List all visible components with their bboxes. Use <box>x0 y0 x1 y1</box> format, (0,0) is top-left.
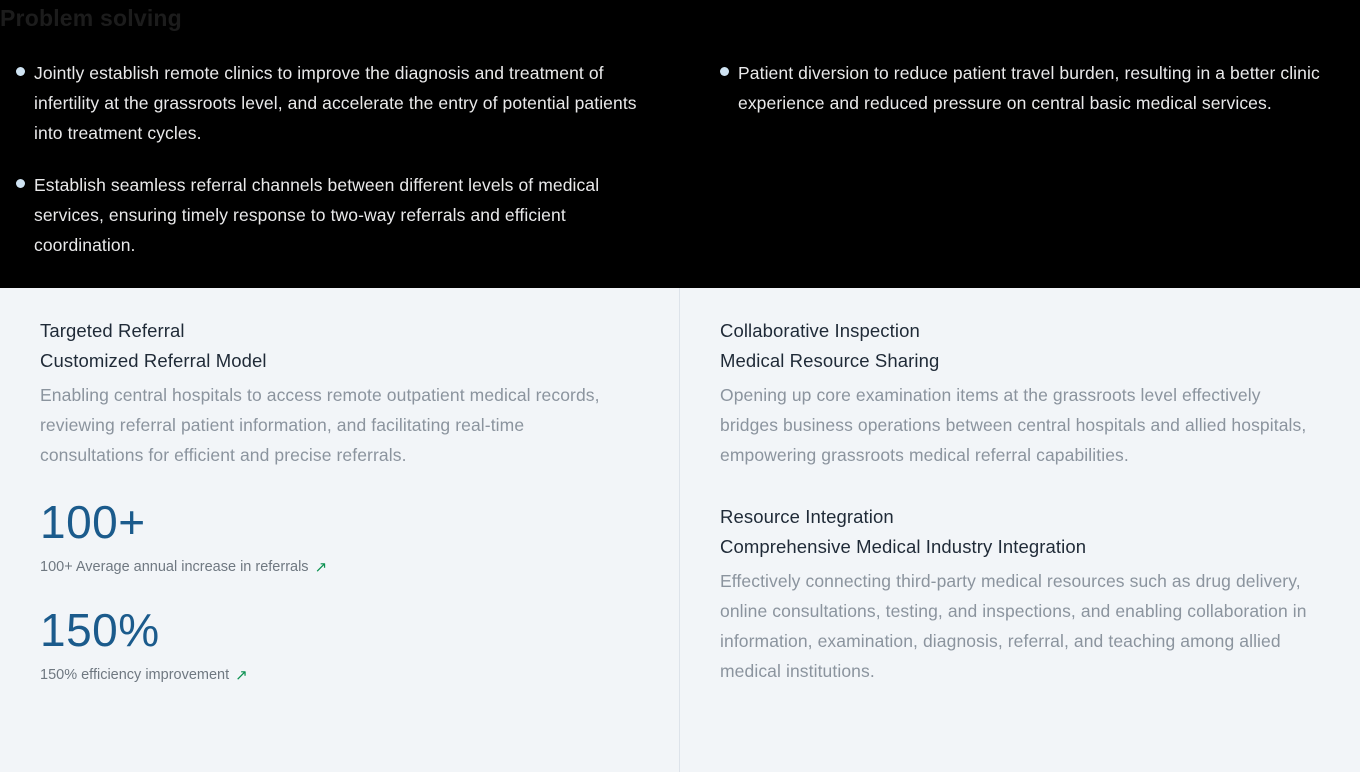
stat-referral-increase <box>40 496 623 578</box>
block-body: Effectively connecting third-party medical resources such as drug delivery, online consultations, testing, and inspections, and enabling collaboration in information, examination, diagnosis, referral, and teaching among allied medical institutions. <box>720 571 1307 681</box>
page-title: Problem solving <box>0 5 182 31</box>
block-heading-line2: Customized Referral Model <box>40 350 267 371</box>
block-body: Opening up core examination items at the grassroots level effectively bridges business operations between central hospitals and allied hospitals, empowering grassroots medical referral capabilities. <box>720 385 1307 465</box>
stat-efficiency-improvement <box>40 604 623 686</box>
bullet-column-left <box>0 58 680 282</box>
trend-up-arrow-icon: ↗ <box>314 558 328 576</box>
list-item <box>16 58 640 148</box>
panel-collaboration <box>680 288 1360 772</box>
bullet-text: Patient diversion to reduce patient travel burden, resulting in a better clinic experience and reduced pressure on central basic medical services. <box>738 63 1320 113</box>
bullet-dot-icon <box>16 67 25 76</box>
details-section <box>0 288 1360 772</box>
block-heading-line1: Resource Integration <box>720 506 894 527</box>
stat-value: 100+ <box>40 496 146 548</box>
bullet-text: Jointly establish remote clinics to improve the diagnosis and treatment of infertility at the grassroots level, and accelerate the entry of potential patients into treatment cycles. <box>34 63 637 143</box>
stat-caption-row <box>40 664 623 686</box>
block-heading-line1: Targeted Referral <box>40 320 185 341</box>
block-body: Enabling central hospitals to access remote outpatient medical records, reviewing referral patient information, and facilitating real-time consultations for efficient and precise referrals. <box>40 385 600 465</box>
list-item <box>720 58 1344 118</box>
spacer <box>720 476 1320 502</box>
bullet-columns <box>0 58 1360 282</box>
stat-caption: 150% efficiency improvement <box>40 667 230 683</box>
block-heading-line2: Comprehensive Medical Industry Integration <box>720 536 1087 557</box>
content-block <box>40 316 623 470</box>
panel-targeted-referral <box>0 288 680 772</box>
bullet-text: Establish seamless referral channels between different levels of medical services, ensuring timely response to two-way referrals and efficient coordination. <box>34 175 600 255</box>
bullet-dot-icon <box>720 67 729 76</box>
content-block <box>720 502 1320 686</box>
problem-solving-section <box>0 0 1360 288</box>
bullet-dot-icon <box>16 179 25 188</box>
block-heading-line1: Collaborative Inspection <box>720 320 920 341</box>
block-heading-line2: Medical Resource Sharing <box>720 350 940 371</box>
stat-caption: 100+ Average annual increase in referrals <box>40 559 309 575</box>
content-block <box>720 316 1320 470</box>
list-item <box>16 170 640 260</box>
trend-up-arrow-icon: ↗ <box>235 666 248 684</box>
bullet-column-right <box>680 58 1360 282</box>
stat-value: 150% <box>40 604 160 656</box>
stat-caption-row <box>40 556 623 578</box>
